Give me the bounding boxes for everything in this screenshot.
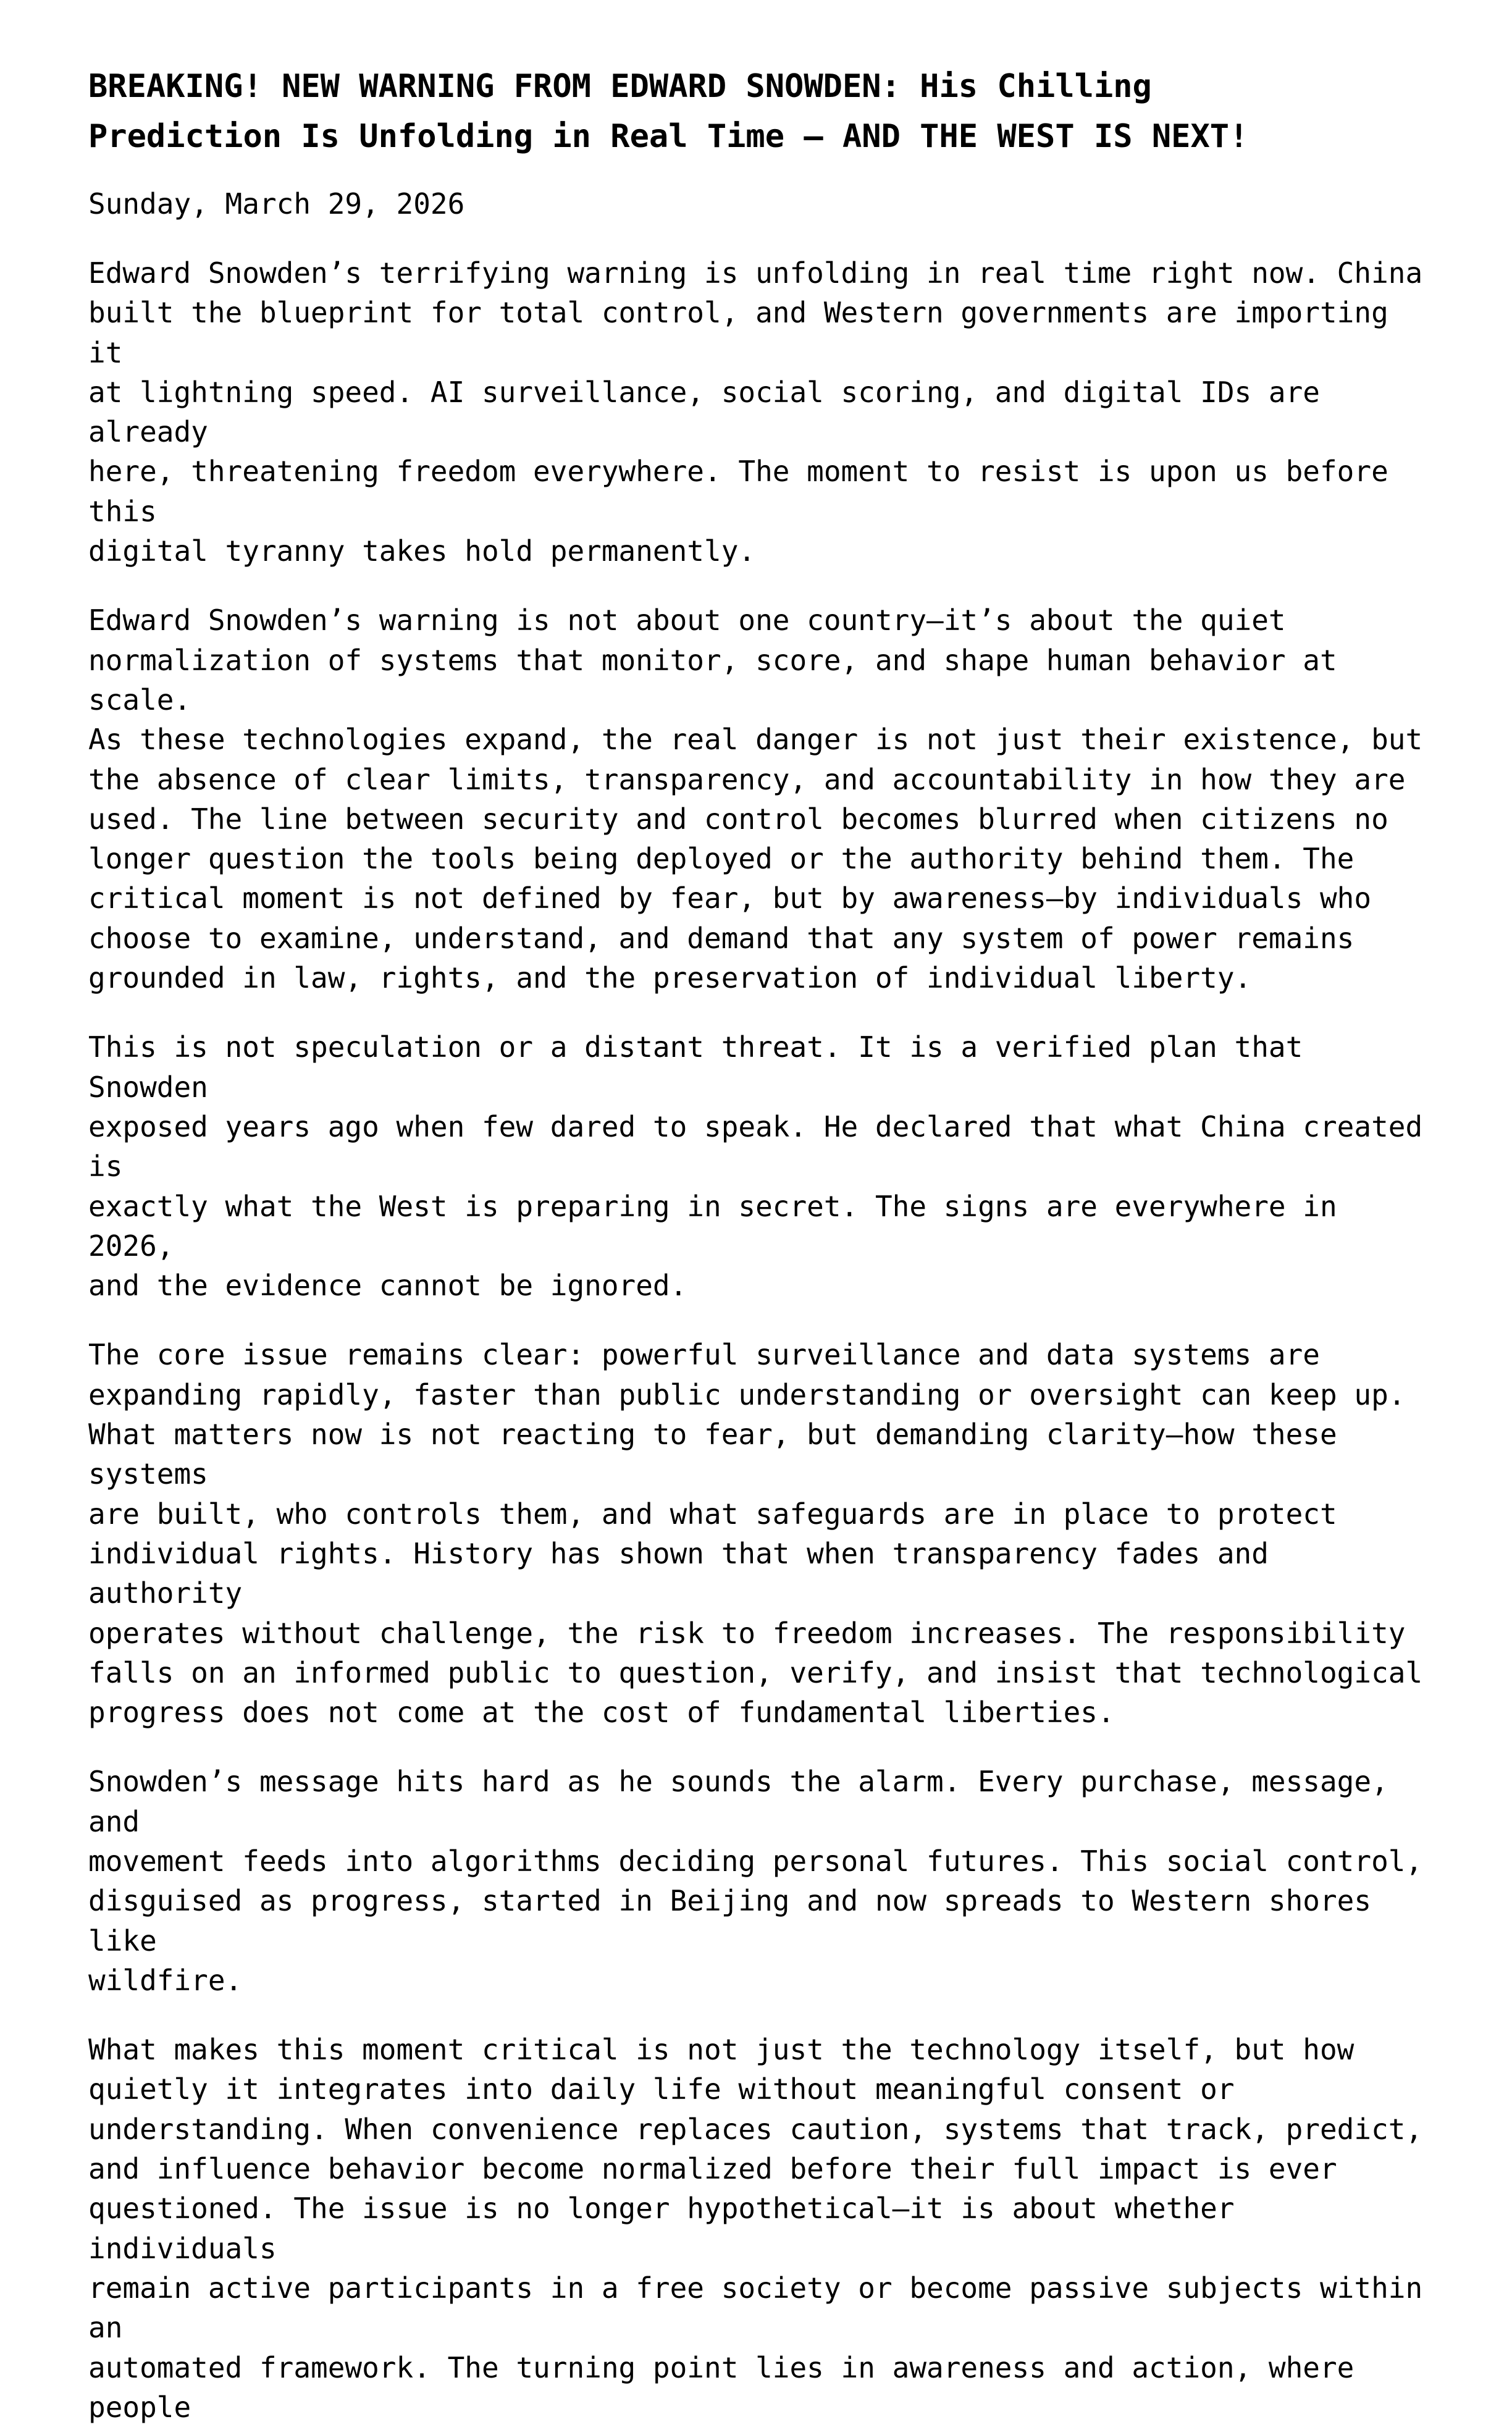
paragraph-2: Edward Snowden’s warning is not about one country—it’s about the quiet normalization of systems that monitor, score, and shape human behavior at scale. As these technologies expand, the real danger is not just their existence, but the absence of clear limits, transparency, and accountability in how they are used. The line between security and control becomes blurred when citizens no longer question the tools being deployed or the authority behind them. The critical moment is not defined by fear, but by awareness—by individuals who choose to examine, understand, and demand that any system of power remains grounded in law, rights, and the preservation of individual liberty.: [88, 604, 1423, 995]
paragraph-5: Snowden’s message hits hard as he sounds the alarm. Every purchase, message, and movement feeds into algorithms deciding personal futures. This social control, disguised as progress, started in Beijing and now spreads to Western shores like wildfire.: [88, 1765, 1423, 1997]
paragraph-3: This is not speculation or a distant threat. It is a verified plan that Snowden exposed years ago when few dared to speak. He declared that what China created is exactly what the West is preparing in secret. The signs are everywhere in 2026, and the evidence cannot be ignored.: [88, 1030, 1423, 1303]
article-date: Sunday, March 29, 2026: [88, 187, 465, 221]
paragraph-4: The core issue remains clear: powerful surveillance and data systems are expanding rapidly, faster than public understanding or oversight can keep up. What matters now is not reacting to fear, but demanding clarity—how these systems are built, who controls them, and what safeguards are in place to protect individual rights. History has shown that when transparency fades and authority operates without challenge, the risk to freedom increases. The responsibility falls on an informed public to question, verify, and insist that technological progress does not come at the cost of fundamental liberties.: [88, 1338, 1423, 1730]
document-page: [88, 62, 1435, 2427]
paragraph-6: What makes this moment critical is not just the technology itself, but how quietly it integrates into daily life without meaningful consent or understanding. When convenience replaces caution, systems that track, predict, and influence behavior become normalized before their full impact is ever questioned. The issue is no longer hypothetical—it is about whether individuals remain active participants in a free society or become passive subjects within an automated framework. The turning point lies in awareness and action, where people: [88, 2033, 1423, 2424]
paragraph-1: Edward Snowden’s terrifying warning is unfolding in real time right now. China built the blueprint for total control, and Western governments are importing it at lightning speed. AI surveillance, social scoring, and digital IDs are already here, threatening freedom everywhere. The moment to resist is upon us before this digital tyranny takes hold permanently.: [88, 256, 1423, 568]
article-title: BREAKING! NEW WARNING FROM EDWARD SNOWDEN: His Chilling Prediction Is Unfolding in Real Time — AND THE WEST IS NEXT!: [88, 68, 1249, 155]
